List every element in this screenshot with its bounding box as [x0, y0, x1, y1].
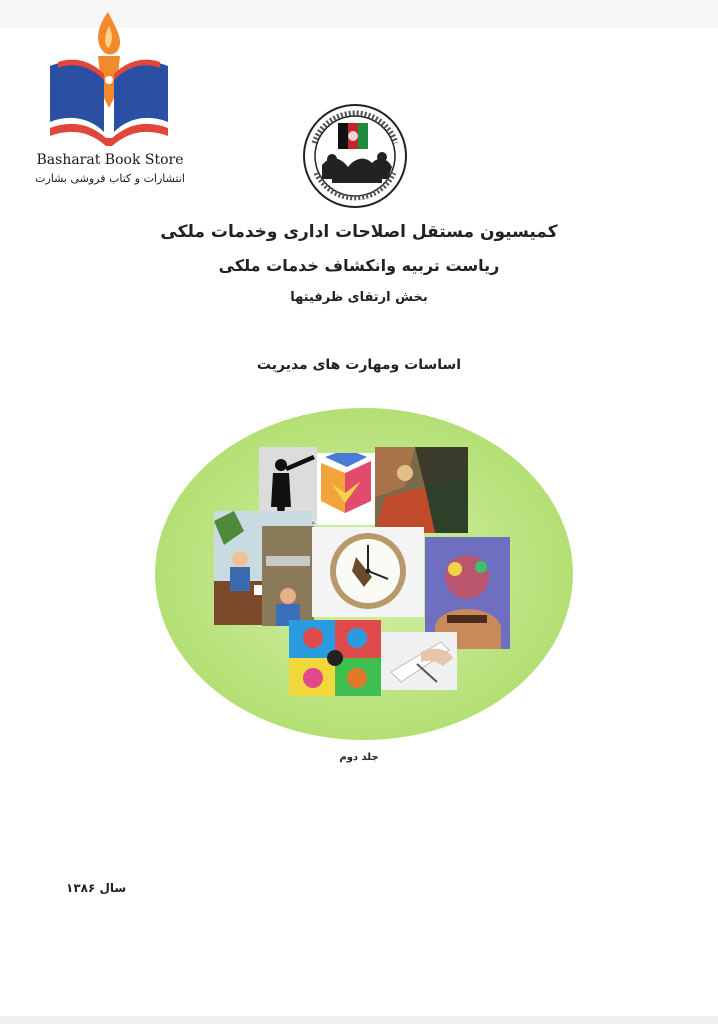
- colorful-heads-illustration: [289, 620, 381, 696]
- bottom-band: [0, 1016, 718, 1024]
- store-name: Basharat Book Store: [36, 152, 184, 168]
- volume-label: جلد دوم: [339, 752, 379, 763]
- directorate-title: ریاست تربیه وانکشاف خدمات ملکی: [218, 256, 500, 275]
- writing-hand-illustration: [381, 632, 457, 690]
- clock-illustration: [312, 527, 424, 617]
- commission-emblem-icon: [302, 103, 408, 209]
- store-watermark: [30, 8, 190, 183]
- commission-title: کمیسیون مستقل اصلاحات اداری وخدمات ملکی: [160, 222, 558, 242]
- book-title: اساسات ومهارت های مدیریت: [256, 357, 462, 373]
- book-pen-logo-icon: [46, 8, 174, 148]
- color-fold-illustration: [317, 453, 375, 525]
- cubist-painting-illustration: [375, 447, 468, 533]
- publication-year: سال ۱۳۸۶: [66, 881, 127, 895]
- department-title: بخش ارتقای ظرفیتها: [290, 290, 428, 305]
- business-team-illustration: [262, 526, 314, 626]
- store-subtitle: انتشارات و کتاب فروشی بشارت: [35, 172, 185, 185]
